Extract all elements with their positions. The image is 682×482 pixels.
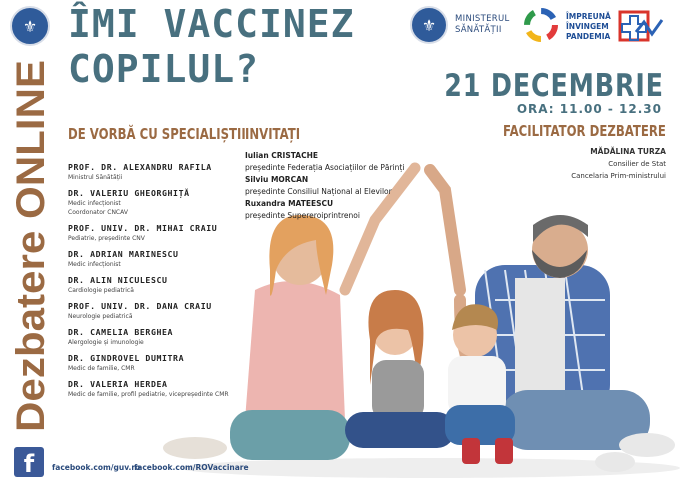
specialist-role: Ministrul Sănătății	[68, 174, 123, 181]
facebook-link-guv[interactable]: facebook.com/guv.ro	[52, 463, 141, 472]
facebook-link-rovaccinare[interactable]: facebook.com/ROVaccinare	[134, 463, 249, 472]
event-title-line2: COPILUL?	[68, 47, 260, 91]
guest-name: Iulian CRISTACHE	[245, 151, 318, 160]
specialist-role: Medic infecționist	[68, 261, 121, 268]
guest-name: Silviu MORCAN	[245, 175, 309, 184]
specialist-name: DR. ADRIAN MARINESCU	[68, 249, 179, 259]
government-seal-icon: ⚜	[10, 6, 50, 46]
list-item	[68, 249, 278, 269]
event-date: 21 DECEMBRIE	[444, 68, 664, 104]
campaign-line3: PANDEMIA	[566, 32, 611, 41]
specialist-role: Medic de familie, profil pediatrie, vicepreședinte CMR	[68, 391, 229, 398]
list-item	[68, 353, 278, 373]
list-item	[68, 327, 278, 347]
guest-role: președinte Consiliul Național al Elevilor	[245, 187, 392, 196]
guest-role: președinte Supereroiprintrenoi	[245, 211, 360, 220]
specialist-name: DR. GINDROVEL DUMITRA	[68, 353, 185, 363]
list-item	[68, 301, 278, 321]
guests-list	[245, 150, 435, 222]
list-item	[245, 150, 435, 162]
specialists-heading: DE VORBĂ CU SPECIALIȘTII	[68, 125, 246, 143]
guests-heading: INVITAȚI	[245, 125, 301, 143]
facilitator-role: Consilier de Stat	[608, 160, 666, 168]
specialist-role: Medic infecționist	[68, 200, 121, 207]
ministry-seal-icon: ⚜	[410, 6, 448, 44]
list-item	[68, 223, 278, 243]
specialist-name: DR. VALERIA HERDEA	[68, 379, 168, 389]
specialist-role: Pediatrie, președinte CNV	[68, 235, 145, 242]
guest-role: președinte Federația Asociațiilor de Părinți	[245, 163, 405, 172]
specialist-name: PROF. UNIV. DR. MIHAI CRAIU	[68, 223, 218, 233]
side-banner	[6, 52, 52, 432]
campaign-ring-icon	[522, 6, 560, 44]
list-item	[68, 275, 278, 295]
specialist-name: DR. CAMELIA BERGHEA	[68, 327, 174, 337]
facilitator-heading: FACILITATOR DEZBATERE	[503, 122, 666, 140]
guest-name: Ruxandra MATEESCU	[245, 199, 334, 208]
specialist-role: Medic de familie, CMR	[68, 365, 135, 372]
ministry-name	[455, 14, 510, 36]
event-title-line1: ÎMI VACCINEZ	[68, 2, 355, 46]
specialist-name: DR. ALIN NICULESCU	[68, 275, 168, 285]
specialist-role: Alergologie și imunologie	[68, 339, 144, 346]
specialist-role: Neurologie pediatrică	[68, 313, 133, 320]
specialist-name: PROF. DR. ALEXANDRU RAFILA	[68, 162, 212, 172]
event-title	[68, 2, 378, 92]
event-time: ORA: 11.00 - 12.30	[516, 102, 662, 116]
specialist-role: Coordonator CNCAV	[68, 209, 128, 216]
facilitator-name: MĂDĂLINA TURZA	[590, 147, 666, 156]
facilitator-org: Cancelaria Prim-ministrului	[571, 172, 666, 180]
side-banner-text: Dezbatere ONLINE	[9, 78, 52, 432]
cmr-logo-icon	[618, 8, 664, 44]
ministry-line2: SĂNĂTĂȚII	[455, 25, 502, 35]
facilitator-block	[571, 146, 666, 182]
campaign-name	[566, 12, 611, 42]
ministry-line1: MINISTERUL	[455, 14, 510, 24]
specialist-name: PROF. UNIV. DR. DANA CRAIU	[68, 301, 212, 311]
campaign-line2: ÎNVINGEM	[566, 22, 609, 31]
list-item	[245, 174, 435, 186]
specialist-name: DR. VALERIU GHEORGHIȚĂ	[68, 188, 190, 198]
campaign-line1: ÎMPREUNĂ	[566, 12, 611, 21]
list-item	[245, 198, 435, 210]
facebook-icon[interactable]: f	[14, 447, 44, 477]
specialist-role: Cardiologie pediatrică	[68, 287, 134, 294]
list-item	[68, 379, 278, 399]
